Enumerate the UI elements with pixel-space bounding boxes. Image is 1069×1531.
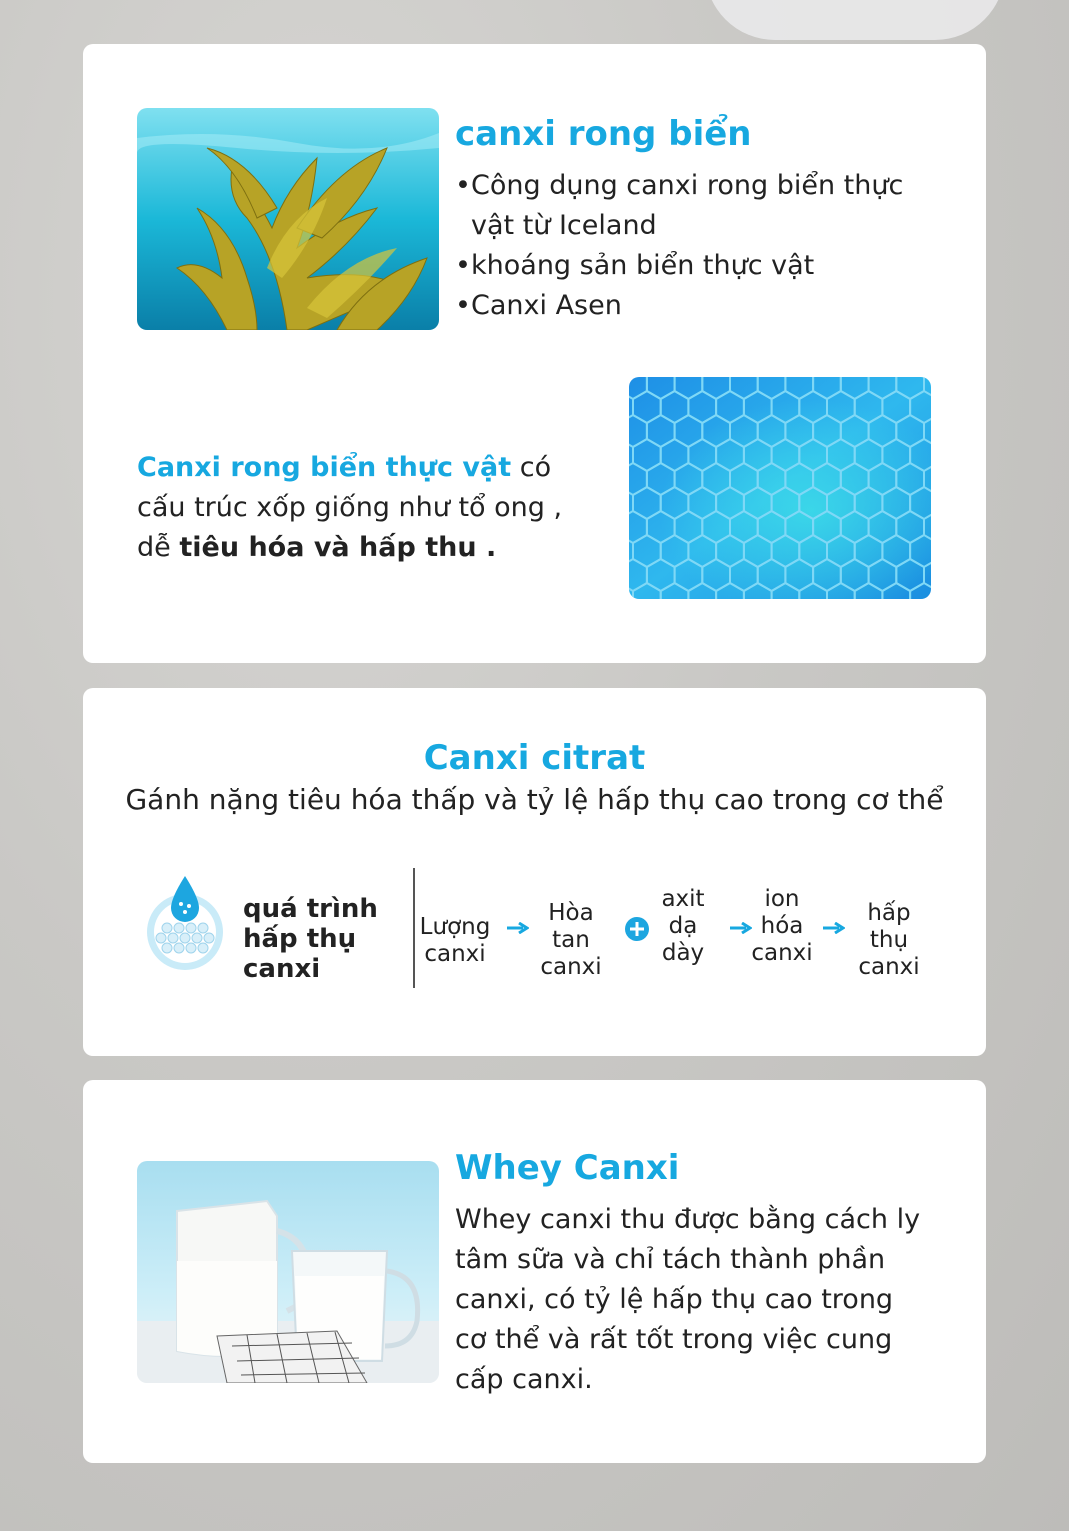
seaweed-calcium-title: canxi rong biển [455,114,752,154]
step-dissolve-calcium [531,900,611,981]
description-highlight: Canxi rong biển thực vật [137,452,512,483]
step-line: Hòa [548,900,594,926]
step-line: hấp [867,900,911,926]
step-line: canxi [424,941,486,967]
step-line: hóa [760,913,804,939]
step-line: canxi [751,940,813,966]
step-absorb-calcium [849,900,929,981]
arrow-right-icon [507,922,529,934]
step-calcium-amount [415,914,495,968]
description-text: có cấu trúc xốp giống như tổ ong , dễ [137,452,563,563]
water-drop-absorption-icon [137,874,233,970]
seaweed-calcium-card [83,44,986,663]
milk-jug-photo [137,1161,439,1383]
calcium-citrate-title: Canxi citrat [423,738,646,778]
whey-calcium-card [83,1080,986,1463]
seaweed-benefits-list [455,166,935,326]
step-line: ion [764,886,800,912]
list-item: • Công dụng canxi rong biển thực vật từ Iceland [455,166,935,246]
absorption-process-label: quá trình hấp thụ canxi [243,894,378,984]
step-line: axit [661,886,705,912]
step-line: Lượng [419,914,491,940]
step-stomach-acid [643,886,723,967]
whey-calcium-title: Whey Canxi [455,1148,680,1188]
background-decoration [705,0,1005,40]
list-item: • khoáng sản biển thực vật [455,246,935,286]
step-line: thụ [869,927,909,953]
step-line: canxi [540,954,602,980]
seaweed-structure-description [137,448,587,568]
step-line: canxi [858,954,920,980]
step-line: dày [661,940,705,966]
calcium-citrate-subtitle: Gánh nặng tiêu hóa thấp và tỷ lệ hấp thụ cao trong cơ thể [125,783,944,816]
whey-calcium-description: Whey canxi thu được bằng cách ly tâm sữa và chỉ tách thành phần canxi, có tỷ lệ hấp thụ cao trong cơ thể và rất tốt trong việc cung cấp canxi. [455,1204,921,1395]
list-item: • Canxi Asen [455,286,935,326]
honeycomb-structure-image [629,377,931,599]
description-bold: tiêu hóa và hấp thu . [179,532,497,563]
calcium-citrate-card [83,688,986,1056]
seaweed-photo [137,108,439,330]
step-ionize-calcium [742,886,822,967]
arrow-right-icon [823,922,845,934]
step-line: tan [552,927,590,953]
step-line: dạ [668,913,698,939]
